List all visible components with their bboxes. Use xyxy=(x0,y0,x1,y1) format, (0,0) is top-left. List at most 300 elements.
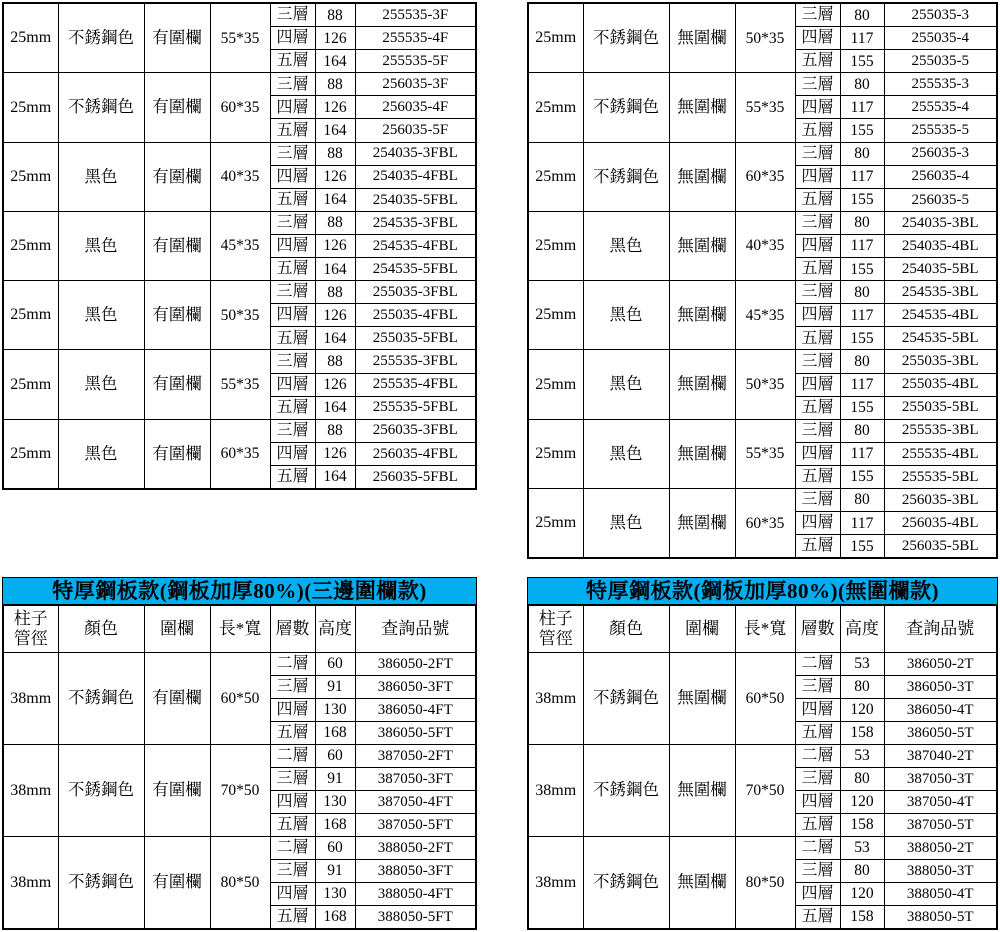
cell-layer: 三層 xyxy=(270,419,315,442)
cell-height: 91 xyxy=(315,860,355,883)
cell-fence: 有圍欄 xyxy=(144,419,210,489)
cell-height: 117 xyxy=(840,234,884,257)
col-header-size: 長*寬 xyxy=(210,605,270,653)
cell-height: 126 xyxy=(315,373,355,396)
section-title-three-side-fence: 特厚鋼板款(鋼板加厚80%)(三邊圍欄款) xyxy=(2,577,477,604)
spec-table xyxy=(527,604,998,930)
cell-fence: 有圍欄 xyxy=(144,281,210,350)
cell-fence: 有圍欄 xyxy=(144,211,210,280)
cell-code: 388050-2FT xyxy=(355,837,476,860)
cell-color: 黑色 xyxy=(58,142,144,211)
cell-code: 386050-5FT xyxy=(355,722,476,745)
cell-pipe: 25mm xyxy=(3,281,58,350)
cell-height: 80 xyxy=(840,860,884,883)
cell-layer: 五層 xyxy=(795,814,840,837)
cell-code: 387050-3FT xyxy=(355,768,476,791)
cell-height: 80 xyxy=(840,488,884,511)
cell-layer: 四層 xyxy=(795,442,840,465)
cell-layer: 四層 xyxy=(270,304,315,327)
cell-code: 254035-4FBL xyxy=(355,165,476,188)
cell-code: 256035-5 xyxy=(884,188,997,211)
cell-code: 388050-5T xyxy=(884,906,997,930)
cell-height: 80 xyxy=(840,419,884,442)
cell-pipe: 25mm xyxy=(3,73,58,142)
cell-layer: 四層 xyxy=(795,791,840,814)
col-header-pipe-line2: 管徑 xyxy=(13,629,48,648)
cell-layer: 三層 xyxy=(795,281,840,304)
cell-height: 117 xyxy=(840,442,884,465)
cell-color: 黑色 xyxy=(58,281,144,350)
cell-height: 80 xyxy=(840,768,884,791)
cell-height: 168 xyxy=(315,814,355,837)
cell-height: 60 xyxy=(315,837,355,860)
cell-fence: 無圍欄 xyxy=(669,211,735,280)
cell-layer: 四層 xyxy=(270,165,315,188)
cell-code: 256035-5FBL xyxy=(355,465,476,489)
cell-pipe: 25mm xyxy=(528,142,583,211)
cell-code: 255535-4 xyxy=(884,96,997,119)
col-header-layers: 層數 xyxy=(795,605,840,653)
table-38mm-with-fence xyxy=(2,577,477,930)
table-body xyxy=(3,3,476,489)
cell-height: 155 xyxy=(840,396,884,419)
col-header-color: 顏色 xyxy=(583,605,669,653)
cell-color: 不銹鋼色 xyxy=(58,653,144,745)
cell-layer: 五層 xyxy=(270,119,315,142)
cell-pipe: 25mm xyxy=(528,211,583,280)
cell-height: 158 xyxy=(840,722,884,745)
cell-code: 255535-3 xyxy=(884,73,997,96)
product-row xyxy=(3,3,476,27)
spec-table xyxy=(2,604,477,930)
product-row xyxy=(528,142,997,165)
cell-size: 60*35 xyxy=(210,419,270,489)
cell-pipe: 25mm xyxy=(528,281,583,350)
cell-layer: 五層 xyxy=(795,465,840,488)
spec-table xyxy=(2,2,477,490)
table-body xyxy=(528,3,997,558)
cell-code: 256035-3 xyxy=(884,142,997,165)
cell-color: 不銹鋼色 xyxy=(583,142,669,211)
cell-code: 254535-4BL xyxy=(884,304,997,327)
cell-size: 80*50 xyxy=(210,837,270,930)
cell-code: 388050-4FT xyxy=(355,883,476,906)
cell-code: 256035-4 xyxy=(884,165,997,188)
cell-pipe: 38mm xyxy=(3,653,58,745)
cell-layer: 五層 xyxy=(270,188,315,211)
cell-size: 55*35 xyxy=(210,350,270,419)
cell-fence: 無圍欄 xyxy=(669,653,735,745)
cell-layer: 二層 xyxy=(795,653,840,676)
cell-color: 不銹鋼色 xyxy=(58,3,144,73)
cell-code: 254035-5BL xyxy=(884,258,997,281)
col-header-pipe xyxy=(528,605,583,653)
cell-code: 254535-5FBL xyxy=(355,258,476,281)
cell-fence: 有圍欄 xyxy=(144,745,210,837)
cell-size: 70*50 xyxy=(735,745,795,837)
cell-layer: 二層 xyxy=(795,837,840,860)
cell-height: 155 xyxy=(840,465,884,488)
cell-code: 388050-5FT xyxy=(355,906,476,930)
cell-height: 53 xyxy=(840,653,884,676)
product-row xyxy=(3,745,476,768)
cell-pipe: 38mm xyxy=(528,745,583,837)
cell-height: 88 xyxy=(315,281,355,304)
cell-color: 不銹鋼色 xyxy=(58,837,144,930)
col-header-pipe-line2: 管徑 xyxy=(538,629,573,648)
cell-code: 255035-4FBL xyxy=(355,304,476,327)
cell-color: 黑色 xyxy=(58,211,144,280)
cell-fence: 有圍欄 xyxy=(144,73,210,142)
cell-height: 126 xyxy=(315,234,355,257)
cell-layer: 五層 xyxy=(270,722,315,745)
cell-layer: 二層 xyxy=(270,837,315,860)
cell-height: 168 xyxy=(315,906,355,930)
cell-code: 254035-3BL xyxy=(884,211,997,234)
cell-layer: 五層 xyxy=(270,465,315,489)
cell-code: 255035-3FBL xyxy=(355,281,476,304)
cell-code: 255535-4F xyxy=(355,27,476,50)
cell-layer: 四層 xyxy=(795,165,840,188)
cell-layer: 五層 xyxy=(270,396,315,419)
cell-size: 60*50 xyxy=(735,653,795,745)
cell-height: 117 xyxy=(840,373,884,396)
cell-layer: 五層 xyxy=(795,327,840,350)
cell-height: 164 xyxy=(315,50,355,73)
cell-color: 黑色 xyxy=(583,350,669,419)
cell-fence: 有圍欄 xyxy=(144,3,210,73)
cell-layer: 四層 xyxy=(270,373,315,396)
cell-code: 255035-5 xyxy=(884,50,997,73)
product-row xyxy=(528,419,997,442)
cell-code: 255535-5F xyxy=(355,50,476,73)
cell-layer: 三層 xyxy=(270,3,315,27)
cell-height: 88 xyxy=(315,211,355,234)
cell-height: 53 xyxy=(840,837,884,860)
cell-pipe: 25mm xyxy=(3,419,58,489)
cell-code: 386050-3T xyxy=(884,676,997,699)
cell-pipe: 25mm xyxy=(528,3,583,73)
cell-layer: 五層 xyxy=(795,906,840,930)
cell-layer: 五層 xyxy=(795,188,840,211)
cell-code: 255035-4 xyxy=(884,27,997,50)
cell-height: 126 xyxy=(315,304,355,327)
cell-height: 164 xyxy=(315,188,355,211)
cell-layer: 五層 xyxy=(270,327,315,350)
section-title-no-fence: 特厚鋼板款(鋼板加厚80%)(無圍欄款) xyxy=(527,577,998,604)
cell-code: 255535-4FBL xyxy=(355,373,476,396)
cell-layer: 四層 xyxy=(270,234,315,257)
cell-layer: 五層 xyxy=(795,396,840,419)
cell-layer: 四層 xyxy=(795,27,840,50)
cell-code: 255535-3BL xyxy=(884,419,997,442)
cell-code: 256035-3BL xyxy=(884,488,997,511)
table-body xyxy=(528,653,997,930)
cell-height: 130 xyxy=(315,883,355,906)
cell-code: 386050-3FT xyxy=(355,676,476,699)
cell-fence: 無圍欄 xyxy=(669,142,735,211)
cell-color: 黑色 xyxy=(583,419,669,488)
cell-height: 155 xyxy=(840,327,884,350)
product-row xyxy=(528,211,997,234)
cell-fence: 有圍欄 xyxy=(144,350,210,419)
cell-layer: 三層 xyxy=(270,281,315,304)
cell-code: 387050-3T xyxy=(884,768,997,791)
cell-height: 158 xyxy=(840,814,884,837)
cell-size: 80*50 xyxy=(735,837,795,930)
cell-height: 155 xyxy=(840,188,884,211)
cell-height: 120 xyxy=(840,883,884,906)
col-header-fence: 圍欄 xyxy=(669,605,735,653)
cell-code: 388050-3FT xyxy=(355,860,476,883)
cell-height: 120 xyxy=(840,791,884,814)
cell-layer: 四層 xyxy=(270,699,315,722)
cell-layer: 五層 xyxy=(270,50,315,73)
cell-pipe: 25mm xyxy=(3,3,58,73)
cell-code: 386050-4FT xyxy=(355,699,476,722)
cell-code: 255035-3 xyxy=(884,3,997,27)
cell-layer: 四層 xyxy=(270,27,315,50)
cell-pipe: 38mm xyxy=(3,745,58,837)
spec-table xyxy=(527,2,998,559)
cell-fence: 無圍欄 xyxy=(669,745,735,837)
product-row xyxy=(3,142,476,165)
cell-layer: 三層 xyxy=(270,142,315,165)
product-row xyxy=(528,837,997,860)
cell-fence: 有圍欄 xyxy=(144,142,210,211)
cell-fence: 無圍欄 xyxy=(669,3,735,73)
cell-size: 60*50 xyxy=(210,653,270,745)
cell-height: 168 xyxy=(315,722,355,745)
cell-layer: 三層 xyxy=(270,350,315,373)
cell-pipe: 38mm xyxy=(3,837,58,930)
header-row xyxy=(528,605,997,653)
cell-code: 256035-4F xyxy=(355,96,476,119)
cell-height: 88 xyxy=(315,3,355,27)
cell-height: 88 xyxy=(315,419,355,442)
col-header-code: 查詢品號 xyxy=(884,605,997,653)
cell-layer: 二層 xyxy=(270,745,315,768)
cell-pipe: 25mm xyxy=(528,73,583,142)
cell-code: 386050-5T xyxy=(884,722,997,745)
cell-code: 387040-2T xyxy=(884,745,997,768)
cell-height: 60 xyxy=(315,745,355,768)
cell-height: 155 xyxy=(840,258,884,281)
cell-pipe: 38mm xyxy=(528,653,583,745)
cell-size: 50*35 xyxy=(210,281,270,350)
cell-layer: 三層 xyxy=(270,768,315,791)
cell-height: 164 xyxy=(315,258,355,281)
cell-layer: 五層 xyxy=(270,814,315,837)
cell-height: 164 xyxy=(315,327,355,350)
table-25mm-no-fence xyxy=(527,2,998,559)
cell-layer: 三層 xyxy=(795,350,840,373)
cell-fence: 無圍欄 xyxy=(669,73,735,142)
cell-layer: 五層 xyxy=(270,906,315,930)
cell-layer: 二層 xyxy=(270,653,315,676)
cell-code: 255035-3BL xyxy=(884,350,997,373)
cell-code: 387050-5FT xyxy=(355,814,476,837)
cell-height: 126 xyxy=(315,27,355,50)
product-row xyxy=(528,653,997,676)
cell-pipe: 25mm xyxy=(3,142,58,211)
cell-code: 388050-3T xyxy=(884,860,997,883)
cell-height: 80 xyxy=(840,211,884,234)
col-header-layers: 層數 xyxy=(270,605,315,653)
cell-size: 50*35 xyxy=(735,350,795,419)
cell-fence: 無圍欄 xyxy=(669,350,735,419)
cell-height: 126 xyxy=(315,165,355,188)
cell-fence: 有圍欄 xyxy=(144,653,210,745)
cell-layer: 四層 xyxy=(795,96,840,119)
cell-code: 255035-4BL xyxy=(884,373,997,396)
col-header-color: 顏色 xyxy=(58,605,144,653)
cell-height: 60 xyxy=(315,653,355,676)
product-row xyxy=(3,211,476,234)
cell-layer: 四層 xyxy=(795,234,840,257)
product-row xyxy=(528,745,997,768)
cell-fence: 無圍欄 xyxy=(669,837,735,930)
cell-color: 黑色 xyxy=(583,281,669,350)
cell-height: 155 xyxy=(840,119,884,142)
cell-code: 254535-5BL xyxy=(884,327,997,350)
cell-height: 164 xyxy=(315,119,355,142)
cell-code: 254535-3FBL xyxy=(355,211,476,234)
cell-layer: 三層 xyxy=(795,676,840,699)
cell-code: 256035-4BL xyxy=(884,512,997,535)
cell-pipe: 25mm xyxy=(3,211,58,280)
cell-size: 60*35 xyxy=(735,142,795,211)
cell-pipe: 25mm xyxy=(528,350,583,419)
cell-layer: 三層 xyxy=(795,3,840,27)
cell-color: 黑色 xyxy=(583,488,669,558)
cell-layer: 三層 xyxy=(270,676,315,699)
col-header-size: 長*寬 xyxy=(735,605,795,653)
col-header-height: 高度 xyxy=(840,605,884,653)
cell-layer: 三層 xyxy=(270,211,315,234)
cell-code: 254535-4FBL xyxy=(355,234,476,257)
col-header-pipe-line1: 柱子 xyxy=(538,609,573,629)
cell-color: 不銹鋼色 xyxy=(583,653,669,745)
table-body xyxy=(3,653,476,930)
cell-code: 388050-2T xyxy=(884,837,997,860)
cell-color: 黑色 xyxy=(58,350,144,419)
cell-code: 254035-4BL xyxy=(884,234,997,257)
cell-color: 黑色 xyxy=(58,419,144,489)
cell-code: 254035-5FBL xyxy=(355,188,476,211)
cell-layer: 五層 xyxy=(270,258,315,281)
cell-code: 386050-2FT xyxy=(355,653,476,676)
cell-layer: 三層 xyxy=(795,73,840,96)
cell-height: 117 xyxy=(840,27,884,50)
cell-height: 80 xyxy=(840,281,884,304)
cell-code: 255535-5FBL xyxy=(355,396,476,419)
cell-height: 120 xyxy=(840,699,884,722)
cell-code: 256035-4FBL xyxy=(355,442,476,465)
cell-layer: 三層 xyxy=(795,142,840,165)
cell-layer: 四層 xyxy=(270,442,315,465)
product-row xyxy=(528,488,997,511)
cell-fence: 無圍欄 xyxy=(669,281,735,350)
table-38mm-no-fence xyxy=(527,577,998,930)
cell-height: 130 xyxy=(315,699,355,722)
cell-fence: 有圍欄 xyxy=(144,837,210,930)
cell-layer: 三層 xyxy=(795,768,840,791)
cell-layer: 四層 xyxy=(270,791,315,814)
cell-pipe: 25mm xyxy=(528,419,583,488)
cell-size: 40*35 xyxy=(735,211,795,280)
cell-code: 256035-5F xyxy=(355,119,476,142)
cell-code: 388050-4T xyxy=(884,883,997,906)
cell-layer: 四層 xyxy=(795,304,840,327)
cell-color: 黑色 xyxy=(583,211,669,280)
cell-code: 386050-4T xyxy=(884,699,997,722)
cell-layer: 三層 xyxy=(795,860,840,883)
cell-code: 254535-3BL xyxy=(884,281,997,304)
cell-layer: 五層 xyxy=(795,50,840,73)
product-row xyxy=(3,73,476,96)
cell-code: 255535-3FBL xyxy=(355,350,476,373)
cell-code: 387050-4FT xyxy=(355,791,476,814)
col-header-pipe-line1: 柱子 xyxy=(13,609,48,629)
cell-layer: 五層 xyxy=(795,119,840,142)
col-header-fence: 圍欄 xyxy=(144,605,210,653)
cell-height: 117 xyxy=(840,96,884,119)
cell-layer: 二層 xyxy=(795,745,840,768)
product-row xyxy=(3,653,476,676)
cell-fence: 無圍欄 xyxy=(669,488,735,558)
cell-height: 117 xyxy=(840,304,884,327)
cell-code: 256035-3FBL xyxy=(355,419,476,442)
table-header xyxy=(528,605,997,653)
cell-height: 164 xyxy=(315,465,355,489)
product-row xyxy=(528,350,997,373)
product-row xyxy=(528,73,997,96)
product-row xyxy=(3,350,476,373)
col-header-pipe xyxy=(3,605,58,653)
cell-code: 255535-5 xyxy=(884,119,997,142)
cell-height: 126 xyxy=(315,442,355,465)
cell-code: 386050-2T xyxy=(884,653,997,676)
cell-layer: 三層 xyxy=(795,488,840,511)
cell-pipe: 25mm xyxy=(3,350,58,419)
cell-height: 88 xyxy=(315,350,355,373)
cell-code: 387050-4T xyxy=(884,791,997,814)
cell-code: 256035-5BL xyxy=(884,535,997,559)
cell-height: 80 xyxy=(840,676,884,699)
header-row xyxy=(3,605,476,653)
cell-height: 155 xyxy=(840,50,884,73)
cell-color: 不銹鋼色 xyxy=(583,3,669,73)
cell-size: 55*35 xyxy=(735,419,795,488)
cell-code: 387050-5T xyxy=(884,814,997,837)
cell-color: 不銹鋼色 xyxy=(583,73,669,142)
table-header xyxy=(3,605,476,653)
cell-pipe: 25mm xyxy=(528,488,583,558)
cell-height: 91 xyxy=(315,676,355,699)
cell-height: 164 xyxy=(315,396,355,419)
cell-height: 117 xyxy=(840,512,884,535)
cell-size: 50*35 xyxy=(735,3,795,73)
cell-height: 158 xyxy=(840,906,884,930)
cell-code: 255535-5BL xyxy=(884,465,997,488)
cell-layer: 四層 xyxy=(795,512,840,535)
cell-height: 80 xyxy=(840,73,884,96)
cell-size: 70*50 xyxy=(210,745,270,837)
cell-layer: 三層 xyxy=(795,419,840,442)
cell-height: 80 xyxy=(840,3,884,27)
cell-layer: 四層 xyxy=(270,883,315,906)
